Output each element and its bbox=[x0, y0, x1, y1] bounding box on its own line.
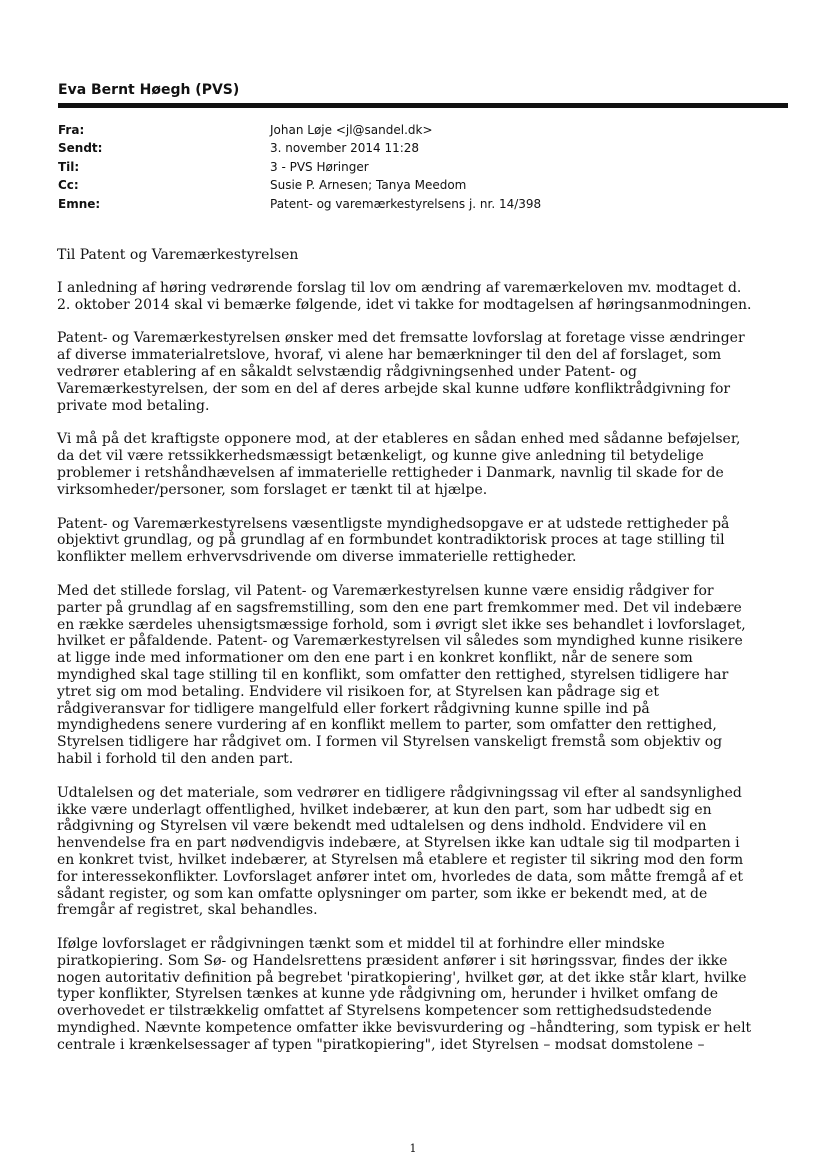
header-divider bbox=[58, 103, 788, 108]
sent-label: Sendt: bbox=[58, 141, 103, 156]
page-number: 1 bbox=[409, 1142, 417, 1155]
subject-value: Patent- og varemærkestyrelsens j. nr. 14/398 bbox=[270, 196, 542, 211]
cc-value: Susie P. Arnesen; Tanya Meedom bbox=[270, 178, 467, 193]
to-row bbox=[58, 158, 541, 176]
from-value: Johan Løje <jl@sandel.dk> bbox=[270, 123, 433, 137]
paragraph: Patent- og Varemærkestyrelsens væsentligste myndighedsopgave er at udstede rettigheder på objektivt grundlag, og på grundlag af en formbundet kontradiktorisk proces at tage stilling til konflikter mellem erhvervsdrivende om diverse immaterielle rettigheder. bbox=[57, 515, 730, 566]
paragraph: Vi må på det kraftigste opponere mod, at der etableres en sådan enhed med sådanne beføjelser, da det vil være retssikkerhedsmæssigt betænkeligt, og kunne give anledning til betydelige problemer i retshåndhævelsen af immaterielle rettigheder i Danmark, navnlig til skade for de virksomheder/personer, som forslaget er tænkt til at hjælpe. bbox=[57, 431, 741, 498]
letter-body bbox=[57, 247, 787, 1071]
subject-row bbox=[58, 195, 541, 213]
paragraph: I anledning af høring vedrørende forslag til lov om ændring af varemærkeloven mv. modtaget d. 2. oktober 2014 skal vi bemærke følgende, idet vi takke for modtagelsen af høringsanmodningen. bbox=[57, 279, 752, 313]
email-header bbox=[58, 121, 541, 213]
subject-label: Emne: bbox=[58, 196, 101, 211]
sender-name: Eva Bernt Høegh (PVS) bbox=[58, 82, 240, 98]
sent-value: 3. november 2014 11:28 bbox=[270, 141, 420, 156]
paragraph: Patent- og Varemærkestyrelsen ønsker med det fremsatte lovforslag at foretage visse ændringer af diverse immaterialretslove, hvoraf, vi alene har bemærkninger til den del af forslaget, som vedrører etablering af en såkaldt selvstændig rådgivningsenhed under Patent- og Varemærkestyrelsen, der som en del af deres arbejde skal kunne udføre konfliktrådgivning for private mod betaling. bbox=[57, 330, 745, 414]
greeting: Til Patent og Varemærkestyrelsen bbox=[57, 247, 299, 263]
cc-row bbox=[58, 176, 541, 194]
sent-row bbox=[58, 139, 541, 157]
paragraph: Udtalelsen og det materiale, som vedrører en tidligere rådgivningssag vil efter al sandsynlighed ikke være underlagt offentlighed, hvilket indebærer, at kun den part, som har udbedt sig en rådgivning og Styrelsen vil være bekendt med udtalelsen og dens indhold. Endvidere vil en henvendelse fra en part nødvendigvis indebære, at Styrelsen ikke kan udtale sig til modparten i en konkret tvist, hvilket indebærer, at Styrelsen må etablere et register til sikring mod den form for interessekonflikter. Lovforslaget anfører intet om, hvorledes de data, som måtte fremgå af et sådant register, og som kan omfatte oplysninger om parter, som ikke er bekendt med, at de fremgår af registret, skal behandles. bbox=[57, 784, 744, 919]
paragraph: Med det stillede forslag, vil Patent- og Varemærkestyrelsen kunne være ensidig rådgiver for parter på grundlag af en sagsfremstilling, som den ene part fremkommer med. Det vil indebære en række særdeles uhensigtsmæssige forhold, som i øvrigt slet ikke ses behandlet i lovforslaget, hvilket er påfaldende. Patent- og Varemærkestyrelsen vil således som myndighed kunne risikere at ligge inde med informationer om den ene part i en konkret konflikt, når de senere som myndighed skal tage stilling til en konflikt, som omfatter den rettighed, styrelsen tidligere har ytret sig om mod betaling. Endvidere vil risikoen for, at Styrelsen kan pådrage sig et rådgiveransvar for tidligere mangelfuld eller forkert rådgivning kunne spille ind på myndighedens senere vurdering af en konflikt mellem to parter, som omfatter den rettighed, Styrelsen tidligere har rådgivet om. I formen vil Styrelsen vanskeligt fremstå som objektiv og habil i forhold til den anden part. bbox=[57, 582, 746, 767]
paragraph: Ifølge lovforslaget er rådgivningen tænkt som et middel til at forhindre eller mindske piratkopiering. Som Sø- og Handelsrettens præsident anfører i sit høringssvar, findes der ikke nogen autoritativ definition på begrebet 'piratkopiering', hvilket gør, at det ikke står klart, hvilke typer konflikter, Styrelsen tænkes at kunne yde rådgivning om, herunder i hvilket omfang de overhovedet er tilstrækkelig omfattet af Styrelsens kompetencer som rettighedsudstedende myndighed. Nævnte kompetence omfatter ikke bevisvurdering og –håndtering, som typisk er helt centrale i krænkelsessager af typen "piratkopiering", idet Styrelsen – modsat domstolene – bbox=[57, 936, 752, 1053]
cc-label: Cc: bbox=[58, 178, 79, 193]
to-value: 3 - PVS Høringer bbox=[270, 159, 369, 174]
from-label: Fra: bbox=[58, 123, 85, 137]
to-label: Til: bbox=[58, 159, 80, 174]
from-row bbox=[58, 121, 541, 139]
